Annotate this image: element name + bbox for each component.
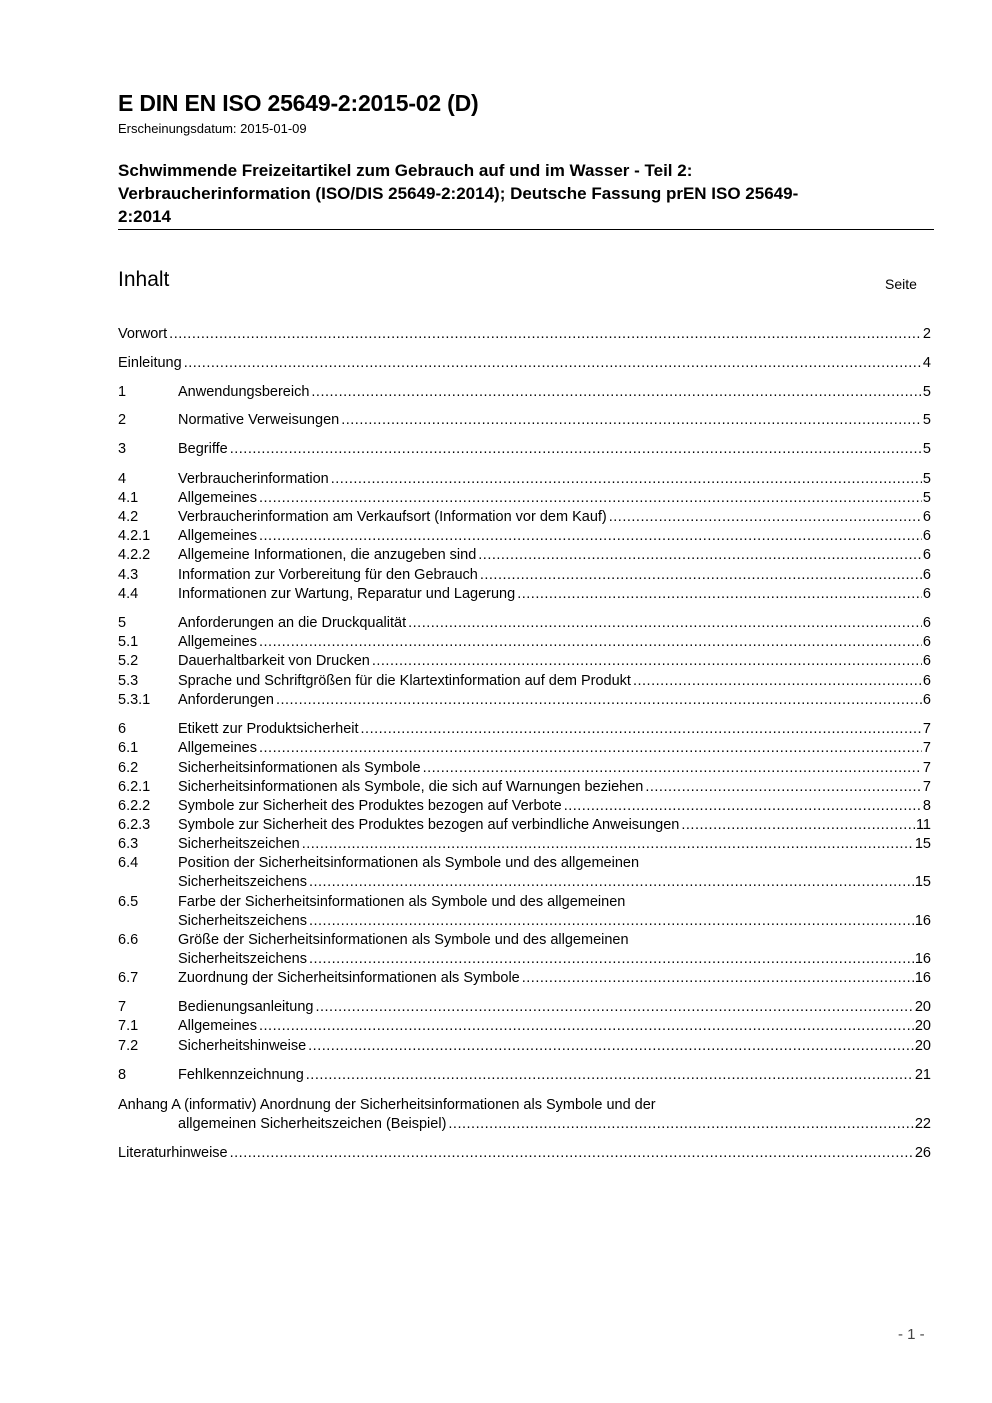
toc-entry-title: Allgemeines (178, 740, 257, 756)
toc-entry-title-continued: Sicherheitszeichens (178, 951, 307, 967)
table-of-contents (118, 0, 931, 1403)
toc-entry-title: Allgemeines (178, 1018, 257, 1034)
toc-entry-title: Informationen zur Wartung, Reparatur und Lagerung (178, 586, 516, 602)
toc-entry-number: 4 (118, 471, 127, 487)
toc-entry[interactable] (118, 566, 931, 585)
toc-entry-title: Symbole zur Sicherheit des Produktes bezogen auf Verbote (178, 798, 562, 814)
toc-entry-title: Allgemeines (178, 490, 257, 506)
toc-entry[interactable] (118, 1017, 931, 1036)
toc-entry[interactable] (118, 720, 931, 739)
toc-entry-title: Dauerhaltbarkeit von Drucken (178, 653, 370, 669)
toc-entry-page: 20 (914, 1018, 931, 1034)
toc-dot-leader (309, 912, 914, 931)
document-title-line: Verbraucherinformation (ISO/DIS 25649-2:2014); Deutsche Fassung prEN ISO 25649- (118, 184, 799, 203)
toc-entry[interactable] (118, 1144, 931, 1163)
toc-entry[interactable] (118, 969, 931, 988)
toc-entry-number: 4.2.2 (118, 547, 151, 563)
toc-entry-number: 7.1 (118, 1018, 139, 1034)
toc-entry-title: Anforderungen an die Druckqualität (178, 615, 407, 631)
toc-entry-number: 5.3.1 (118, 692, 151, 708)
toc-dot-leader (259, 527, 922, 546)
toc-entry[interactable] (118, 778, 931, 797)
toc-entry-title: Bedienungsanleitung (178, 999, 314, 1015)
toc-dot-leader (681, 816, 915, 835)
toc-entry-page: 4 (922, 355, 931, 371)
toc-dot-leader (311, 383, 922, 402)
toc-entry-continuation[interactable] (118, 1115, 931, 1134)
toc-entry-page: 15 (914, 836, 931, 852)
toc-entry-title: Allgemeines (178, 634, 257, 650)
toc-dot-leader (259, 489, 922, 508)
toc-entry-number: 6.4 (118, 855, 139, 871)
toc-entry-page: 2 (922, 326, 931, 342)
toc-entry-page: 5 (922, 384, 931, 400)
document-title-line: 2:2014 (118, 207, 171, 226)
toc-entry[interactable] (118, 998, 931, 1017)
toc-entry[interactable] (118, 816, 931, 835)
toc-entry-number: 6.2.1 (118, 779, 151, 795)
toc-entry-number: 6.5 (118, 894, 139, 910)
toc-entry[interactable] (118, 931, 931, 950)
toc-dot-leader (331, 470, 922, 489)
toc-entry[interactable] (118, 739, 931, 758)
toc-entry-page: 26 (914, 1145, 931, 1161)
toc-entry-page: 6 (922, 528, 931, 544)
toc-entry-page: 5 (922, 471, 931, 487)
toc-entry-number: 6.2.2 (118, 798, 151, 814)
toc-entry[interactable] (118, 672, 931, 691)
document-title-line: Schwimmende Freizeitartikel zum Gebrauch auf und im Wasser - Teil 2: (118, 161, 693, 180)
toc-dot-leader (478, 546, 922, 565)
toc-dot-leader (517, 585, 922, 604)
toc-entry[interactable] (118, 325, 931, 344)
toc-dot-leader (408, 614, 922, 633)
toc-entry-page: 8 (922, 798, 931, 814)
toc-entry-title: Zuordnung der Sicherheitsinformationen als Symbole (178, 970, 520, 986)
toc-entry-continuation[interactable] (118, 950, 931, 969)
toc-entry-number: 3 (118, 441, 127, 457)
toc-entry[interactable] (118, 797, 931, 816)
toc-entry[interactable] (118, 1096, 931, 1115)
toc-entry-page: 6 (922, 509, 931, 525)
toc-entry-page: 6 (922, 567, 931, 583)
toc-entry-title: Einleitung (118, 355, 182, 371)
toc-entry-number: 5.3 (118, 673, 139, 689)
toc-dot-leader (230, 440, 922, 459)
toc-dot-leader (230, 1144, 914, 1163)
toc-dot-leader (276, 691, 922, 710)
toc-entry-page: 6 (922, 615, 931, 631)
toc-dot-leader (309, 950, 914, 969)
toc-entry-page: 22 (914, 1116, 931, 1132)
toc-entry[interactable] (118, 893, 931, 912)
toc-entry-page: 16 (914, 913, 931, 929)
toc-entry-number: 5.1 (118, 634, 139, 650)
toc-entry[interactable] (118, 508, 931, 527)
toc-dot-leader (259, 633, 922, 652)
toc-entry-title: Begriffe (178, 441, 228, 457)
toc-dot-leader (306, 1066, 914, 1085)
toc-entry-number: 6 (118, 721, 127, 737)
toc-entry-number: 5 (118, 615, 127, 631)
toc-dot-leader (522, 969, 914, 988)
toc-entry-number: 6.6 (118, 932, 139, 948)
toc-heading: Inhalt (118, 268, 170, 291)
toc-dot-leader (609, 508, 922, 527)
toc-entry-number: 2 (118, 412, 127, 428)
toc-dot-leader (259, 1017, 914, 1036)
toc-entry-title: Anforderungen (178, 692, 274, 708)
toc-entry-number: 4.2.1 (118, 528, 151, 544)
toc-entry[interactable] (118, 1066, 931, 1085)
toc-entry[interactable] (118, 835, 931, 854)
toc-entry-number: 5.2 (118, 653, 139, 669)
toc-dot-leader (448, 1115, 913, 1134)
toc-dot-leader (633, 672, 922, 691)
toc-entry-page: 5 (922, 441, 931, 457)
toc-entry-page: 6 (922, 634, 931, 650)
toc-entry-title: Allgemeines (178, 528, 257, 544)
toc-entry-number: 7.2 (118, 1038, 139, 1054)
toc-entry-title: Verbraucherinformation (178, 471, 329, 487)
document-id: E DIN EN ISO 25649-2:2015-02 (D) (118, 90, 479, 116)
toc-entry-page: 7 (922, 760, 931, 776)
toc-entry-title: Allgemeine Informationen, die anzugeben sind (178, 547, 477, 563)
toc-entry-number: 4.4 (118, 586, 139, 602)
toc-entry[interactable] (118, 383, 931, 402)
toc-entry-number: 4.2 (118, 509, 139, 525)
toc-entry-title: Anhang A (informativ) Anordnung der Sicherheitsinformationen als Symbole und der (118, 1097, 656, 1113)
toc-entry-page: 20 (914, 999, 931, 1015)
toc-entry-page: 5 (922, 490, 931, 506)
toc-entry[interactable] (118, 691, 931, 710)
toc-entry-continuation[interactable] (118, 873, 931, 892)
toc-dot-leader (184, 354, 922, 373)
toc-entry-page: 7 (922, 779, 931, 795)
toc-entry[interactable] (118, 489, 931, 508)
toc-dot-leader (302, 835, 914, 854)
toc-entry-page: 6 (922, 692, 931, 708)
toc-entry-title: Sicherheitsinformationen als Symbole, die sich auf Warnungen beziehen (178, 779, 644, 795)
toc-entry-page: 20 (914, 1038, 931, 1054)
toc-entry-title: Anwendungsbereich (178, 384, 310, 400)
toc-entry-page: 7 (922, 721, 931, 737)
toc-entry-title: Sicherheitshinweise (178, 1038, 307, 1054)
toc-entry-page: 5 (922, 412, 931, 428)
toc-dot-leader (169, 325, 922, 344)
toc-dot-leader (480, 566, 922, 585)
toc-entry-page: 6 (922, 586, 931, 602)
toc-entry-page: 6 (922, 673, 931, 689)
toc-entry-continuation[interactable] (118, 912, 931, 931)
toc-dot-leader (423, 759, 922, 778)
toc-entry-page: 16 (914, 951, 931, 967)
toc-entry-title: Literaturhinweise (118, 1145, 228, 1161)
toc-dot-leader (564, 797, 922, 816)
toc-entry[interactable] (118, 354, 931, 373)
toc-entry-title: Information zur Vorbereitung für den Gebrauch (178, 567, 478, 583)
toc-entry-page: 6 (922, 547, 931, 563)
toc-entry[interactable] (118, 614, 931, 633)
toc-entry[interactable] (118, 470, 931, 489)
toc-dot-leader (341, 411, 922, 430)
toc-entry[interactable] (118, 585, 931, 604)
toc-entry-page: 15 (914, 874, 931, 890)
toc-entry[interactable] (118, 633, 931, 652)
toc-entry-title: Symbole zur Sicherheit des Produktes bezogen auf verbindliche Anweisungen (178, 817, 680, 833)
toc-entry[interactable] (118, 527, 931, 546)
toc-dot-leader (259, 739, 922, 758)
toc-entry-title: Farbe der Sicherheitsinformationen als Symbole und des allgemeinen (178, 894, 626, 910)
toc-entry-number: 8 (118, 1067, 127, 1083)
toc-entry-page: 6 (922, 653, 931, 669)
toc-entry-title-continued: Sicherheitszeichens (178, 874, 307, 890)
toc-entry-number: 7 (118, 999, 127, 1015)
toc-entry-title-continued: Sicherheitszeichens (178, 913, 307, 929)
publication-date: Erscheinungsdatum: 2015-01-09 (118, 121, 307, 136)
toc-dot-leader (372, 652, 922, 671)
toc-entry-title: Sicherheitsinformationen als Symbole (178, 760, 421, 776)
toc-dot-leader (315, 998, 913, 1017)
toc-entry-title: Sprache und Schriftgrößen für die Klartextinformation auf dem Produkt (178, 673, 631, 689)
toc-entry-page: 7 (922, 740, 931, 756)
toc-entry-number: 6.7 (118, 970, 139, 986)
toc-entry-number: 1 (118, 384, 127, 400)
toc-entry-title: Sicherheitszeichen (178, 836, 300, 852)
toc-entry-title: Fehlkennzeichnung (178, 1067, 304, 1083)
toc-dot-leader (309, 873, 914, 892)
toc-entry-page: 21 (914, 1067, 931, 1083)
toc-entry[interactable] (118, 411, 931, 430)
toc-entry-title: Etikett zur Produktsicherheit (178, 721, 359, 737)
toc-entry-number: 4.1 (118, 490, 139, 506)
toc-entry[interactable] (118, 854, 931, 873)
toc-entry-number: 6.1 (118, 740, 139, 756)
toc-entry[interactable] (118, 546, 931, 565)
toc-dot-leader (361, 720, 922, 739)
toc-entry-title: Verbraucherinformation am Verkaufsort (Information vor dem Kauf) (178, 509, 607, 525)
toc-dot-leader (308, 1037, 914, 1056)
toc-entry-page: 16 (914, 970, 931, 986)
toc-entry[interactable] (118, 440, 931, 459)
toc-entry[interactable] (118, 652, 931, 671)
toc-entry-number: 4.3 (118, 567, 139, 583)
toc-entry-number: 6.2.3 (118, 817, 151, 833)
toc-entry-number: 6.2 (118, 760, 139, 776)
toc-dot-leader (645, 778, 922, 797)
toc-entry-number: 6.3 (118, 836, 139, 852)
toc-entry-title: Position der Sicherheitsinformationen als Symbole und des allgemeinen (178, 855, 640, 871)
toc-entry-title: Größe der Sicherheitsinformationen als Symbole und des allgemeinen (178, 932, 629, 948)
toc-entry[interactable] (118, 759, 931, 778)
toc-entry-title: Vorwort (118, 326, 168, 342)
toc-entry-title: Normative Verweisungen (178, 412, 340, 428)
toc-entry[interactable] (118, 1037, 931, 1056)
toc-page-column-label: Seite (885, 276, 917, 292)
page-number: - 1 - (898, 1326, 925, 1343)
toc-entry-title-continued: allgemeinen Sicherheitszeichen (Beispiel) (178, 1116, 447, 1132)
toc-entry-page: 11 (915, 817, 931, 833)
